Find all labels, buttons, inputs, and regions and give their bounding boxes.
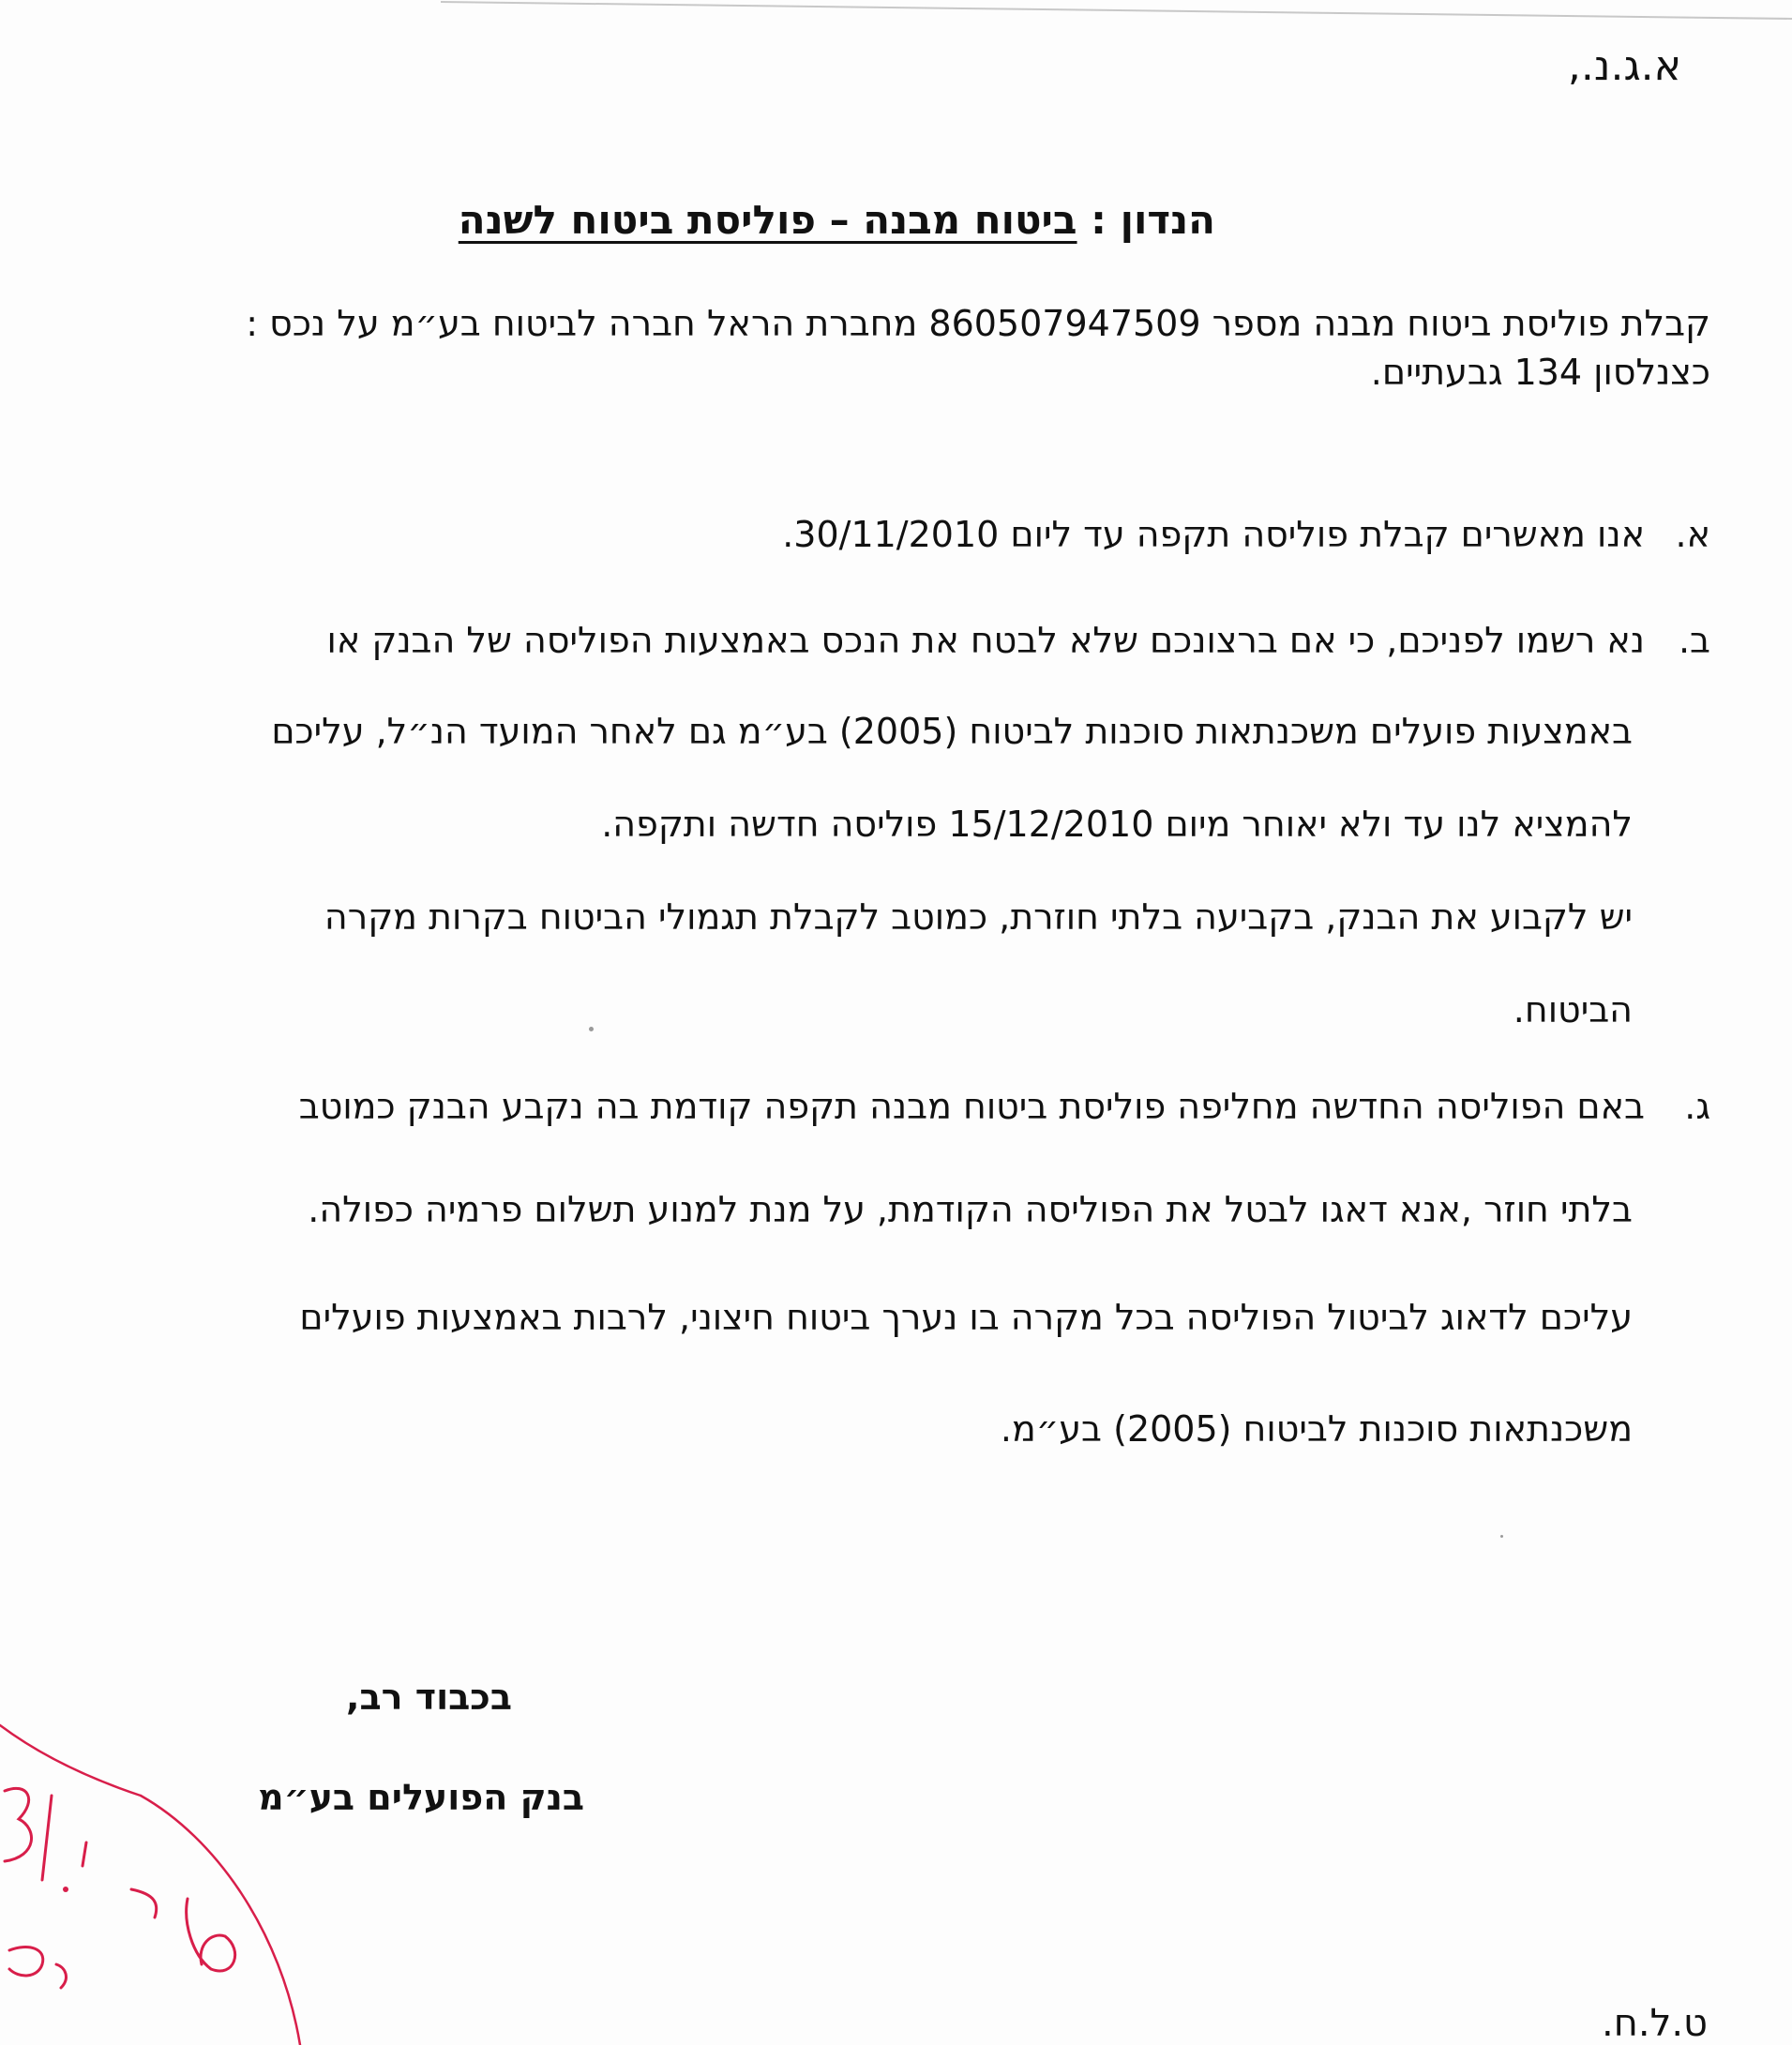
subject-line [459,197,1215,243]
handwritten-annotation [0,1697,309,2045]
item-c-first-line: באם הפוליסה החדשה מחליפה פוליסת ביטוח מבנה תקפה קודמת בה נקבע הבנק כמוטב [298,1086,1645,1127]
item-b-line-4: יש לקבוע את הבנק, בקביעה בלתי חוזרת, כמוטב לקבלת תגמולי הביטוח בקרות מקרה [324,896,1633,938]
item-c-letter: ג. [1684,1086,1710,1127]
item-b-first-line: נא רשמו לפניכם, כי אם ברצונכם שלא לבטח את הנכס באמצעות הפוליסה של הבנק או [326,620,1645,661]
item-c-line-2: בלתי חוזר ,אנא דאגו לבטל את הפוליסה הקודמת, על מנת למנוע תשלום פרמיה כפולה. [308,1189,1633,1230]
scan-speck [589,1027,594,1031]
closing-text: בכבוד רב, [346,1677,512,1718]
item-b-line-3: להמציא לנו עד ולא יאוחר מיום 15/12/2010 פוליסה חדשה ותקפה. [601,804,1633,845]
item-b-line-5: הביטוח. [1513,989,1633,1030]
item-a [782,514,1710,555]
signer-name: בנק הפועלים בע״מ [258,1777,584,1818]
item-a-text: אנו מאשרים קבלת פוליסה תקפה עד ליום 30/11/2010. [782,514,1645,555]
item-c-line-3: עליכם לדאוג לביטול הפוליסה בכל מקרה בו נערך ביטוח חיצוני, לרבות באמצעות פועלים [299,1297,1633,1338]
subject-label: הנדון : [1091,197,1215,243]
item-c [299,1086,1710,1127]
subject-text: ביטוח מבנה – פוליסת ביטוח לשנה [458,197,1077,243]
greeting: א.ג.נ., [1567,42,1681,90]
item-c-line-4: משכנתאות סוכנות לביטוח (2005) בע״מ. [1000,1408,1633,1450]
scan-edge-line [441,0,1792,21]
item-b-letter: ב. [1678,620,1710,661]
intro-line-2: כצנלסון 134 גבעתיים. [1370,352,1710,393]
item-b [327,620,1710,661]
intro-line-1: קבלת פוליסת ביטוח מבנה מספר 860507947509 מחברת הראל חברה לביטוח בע״מ על נכס : [246,303,1710,344]
continued-overleaf: ט.ל.ח. [1602,2002,1708,2045]
item-a-letter: א. [1675,514,1710,555]
scan-speck [1500,1535,1503,1538]
item-b-line-2: באמצעות פועלים משכנתאות סוכנות לביטוח (2005) בע״מ גם לאחר המועד הנ״ל, עליכם [271,711,1633,752]
